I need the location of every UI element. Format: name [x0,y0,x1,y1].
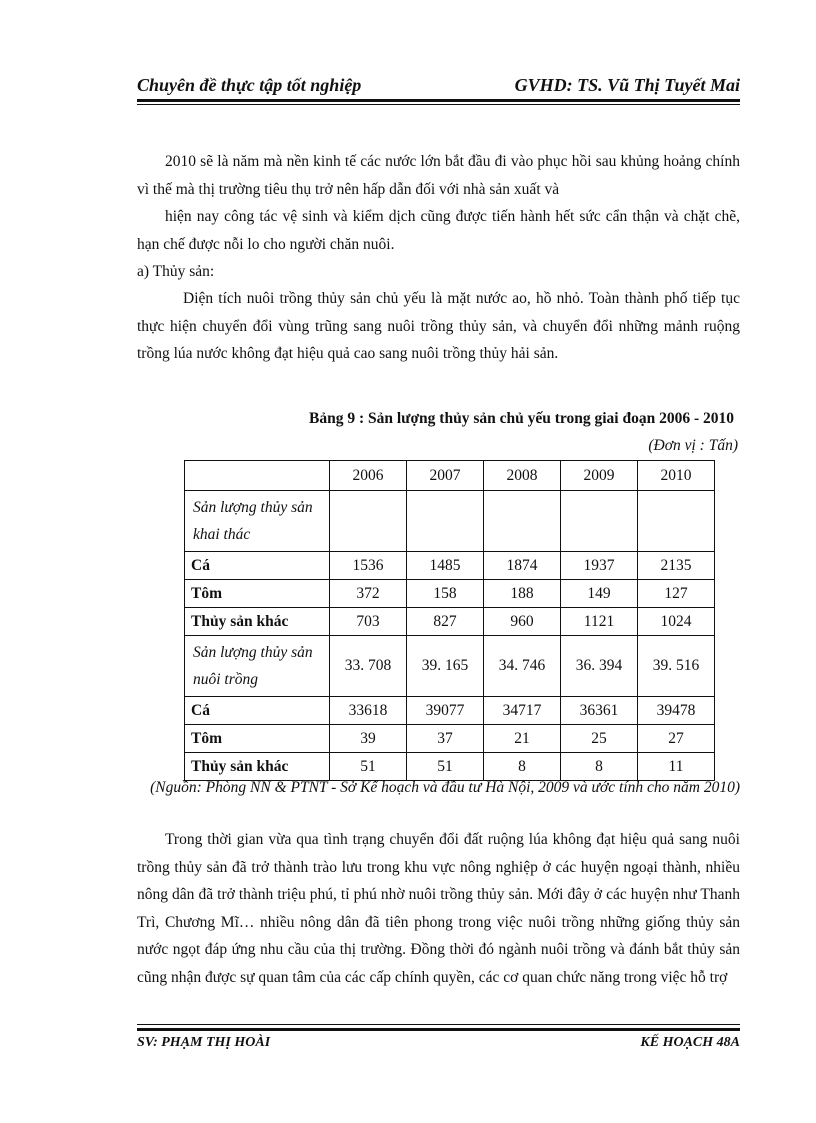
table-cell: 39. 516 [638,636,715,697]
table-row [185,491,715,552]
table-cell: 1121 [561,608,638,636]
table-cell [484,491,561,552]
table-title: Bảng 9 : Sản lượng thủy sản chủ yếu trong giai đoạn 2006 - 2010 [309,410,734,427]
table-header-row [185,461,715,491]
table-cell: 27 [638,725,715,753]
header-rule-thin [137,104,740,105]
table-cell: 149 [561,580,638,608]
table-cell: 39. 165 [407,636,484,697]
header-rule-thick [137,99,740,102]
table-cell: 158 [407,580,484,608]
table-cell: 25 [561,725,638,753]
table-row [185,636,715,697]
table-cell: 703 [330,608,407,636]
table-cell: 2135 [638,552,715,580]
table-cell: 39 [330,725,407,753]
table-unit: (Đơn vị : Tấn) [648,437,738,454]
row-label: Thủy sản khác [185,608,330,636]
table-cell: 51 [407,753,484,781]
table-cell: 827 [407,608,484,636]
table-cell [638,491,715,552]
table-cell: 8 [561,753,638,781]
table-corner-cell [185,461,330,491]
table-source-note: (Nguồn: Phòng NN & PTNT - Sở Kế hoạch và đầu tư Hà Nội, 2009 và ước tính cho năm 2010) [150,779,740,796]
paragraph-conversion-trend: Trong thời gian vừa qua tình trạng chuyển đổi đất ruộng lúa không đạt hiệu quả sang nuôi trồng thủy sản đã trở thành trào lưu trong khu vực nông nghiệp ở các huyện ngoại thành, nhiều nông dân đã trở thành triệu phú, tỉ phú nhờ nuôi trồng thủy sản. Mới đây ở các huyện như Thanh Trì, Chương Mĩ… nhiều nông dân đã tiên phong trong việc nuôi trồng những giống thủy sản nước ngọt đáp ứng nhu cầu của thị trường. Đồng thời đó ngành nuôi trồng và đánh bắt thủy sản cũng nhận được sự quan tâm của các cấp chính quyền, các cơ quan chức năng trong việc hỗ trợ [137,831,740,986]
year-header: 2008 [484,461,561,491]
table-cell: 960 [484,608,561,636]
table-cell: 188 [484,580,561,608]
table-cell: 1874 [484,552,561,580]
table-cell: 39478 [638,697,715,725]
section-heading-fisheries: a) Thủy sản: [137,263,215,280]
table-cell: 127 [638,580,715,608]
table-cell: 1024 [638,608,715,636]
row-label: Tôm [185,580,330,608]
row-label: Cá [185,697,330,725]
table-cell: 1485 [407,552,484,580]
table-row [185,608,715,636]
header-supervisor: GVHD: TS. Vũ Thị Tuyết Mai [514,75,740,95]
row-label: Thủy sản khác [185,753,330,781]
table-cell: 372 [330,580,407,608]
footer-class: KẾ HOẠCH 48A [640,1035,740,1050]
table-cell: 39077 [407,697,484,725]
table-cell: 1536 [330,552,407,580]
fisheries-output-table [184,460,715,781]
table-cell: 33. 708 [330,636,407,697]
paragraph-economy: 2010 sẽ là năm mà nền kinh tế các nước lớn bắt đầu đi vào phục hồi sau khủng hoảng chính vì thế mà thị trường tiêu thụ trở nên hấp dẫn đối với nhà sản xuất và [137,153,740,198]
paragraph-aquaculture-area: Diện tích nuôi trồng thủy sản chủ yếu là mặt nước ao, hồ nhỏ. Toàn thành phố tiếp tục thực hiện chuyển đổi vùng trũng sang nuôi trồng thủy sản, và chuyển đổi những mảnh ruộng trồng lúa nước không đạt hiệu quả cao sang nuôi trồng thủy hải sản. [137,290,740,362]
table-cell: 11 [638,753,715,781]
footer-rule-thin [137,1024,740,1025]
table-cell: 37 [407,725,484,753]
table-cell [561,491,638,552]
paragraph-hygiene: hiện nay công tác vệ sinh và kiểm dịch cũng được tiến hành hết sức cẩn thận và chặt chẽ, hạn chế được nỗi lo cho người chăn nuôi. [137,208,740,253]
row-label: Sản lượng thủy sản khai thác [185,491,330,552]
table-cell: 34717 [484,697,561,725]
table-cell: 1937 [561,552,638,580]
table-cell: 34. 746 [484,636,561,697]
year-header: 2010 [638,461,715,491]
row-label: Sản lượng thủy sản nuôi trồng [185,636,330,697]
year-header: 2006 [330,461,407,491]
footer-student-name: SV: PHẠM THỊ HOÀI [137,1035,271,1050]
table-row [185,580,715,608]
page-header [137,72,740,98]
row-label: Cá [185,552,330,580]
table-cell: 33618 [330,697,407,725]
table-row [185,725,715,753]
year-header: 2009 [561,461,638,491]
table-cell: 51 [330,753,407,781]
table-cell: 8 [484,753,561,781]
table-cell: 36. 394 [561,636,638,697]
table-cell: 36361 [561,697,638,725]
table-cell [330,491,407,552]
header-document-title: Chuyên đề thực tập tốt nghiệp [137,75,362,95]
table-row [185,552,715,580]
table-cell: 21 [484,725,561,753]
year-header: 2007 [407,461,484,491]
table-row [185,697,715,725]
row-label: Tôm [185,725,330,753]
table-cell [407,491,484,552]
footer-rule-thick [137,1028,740,1031]
